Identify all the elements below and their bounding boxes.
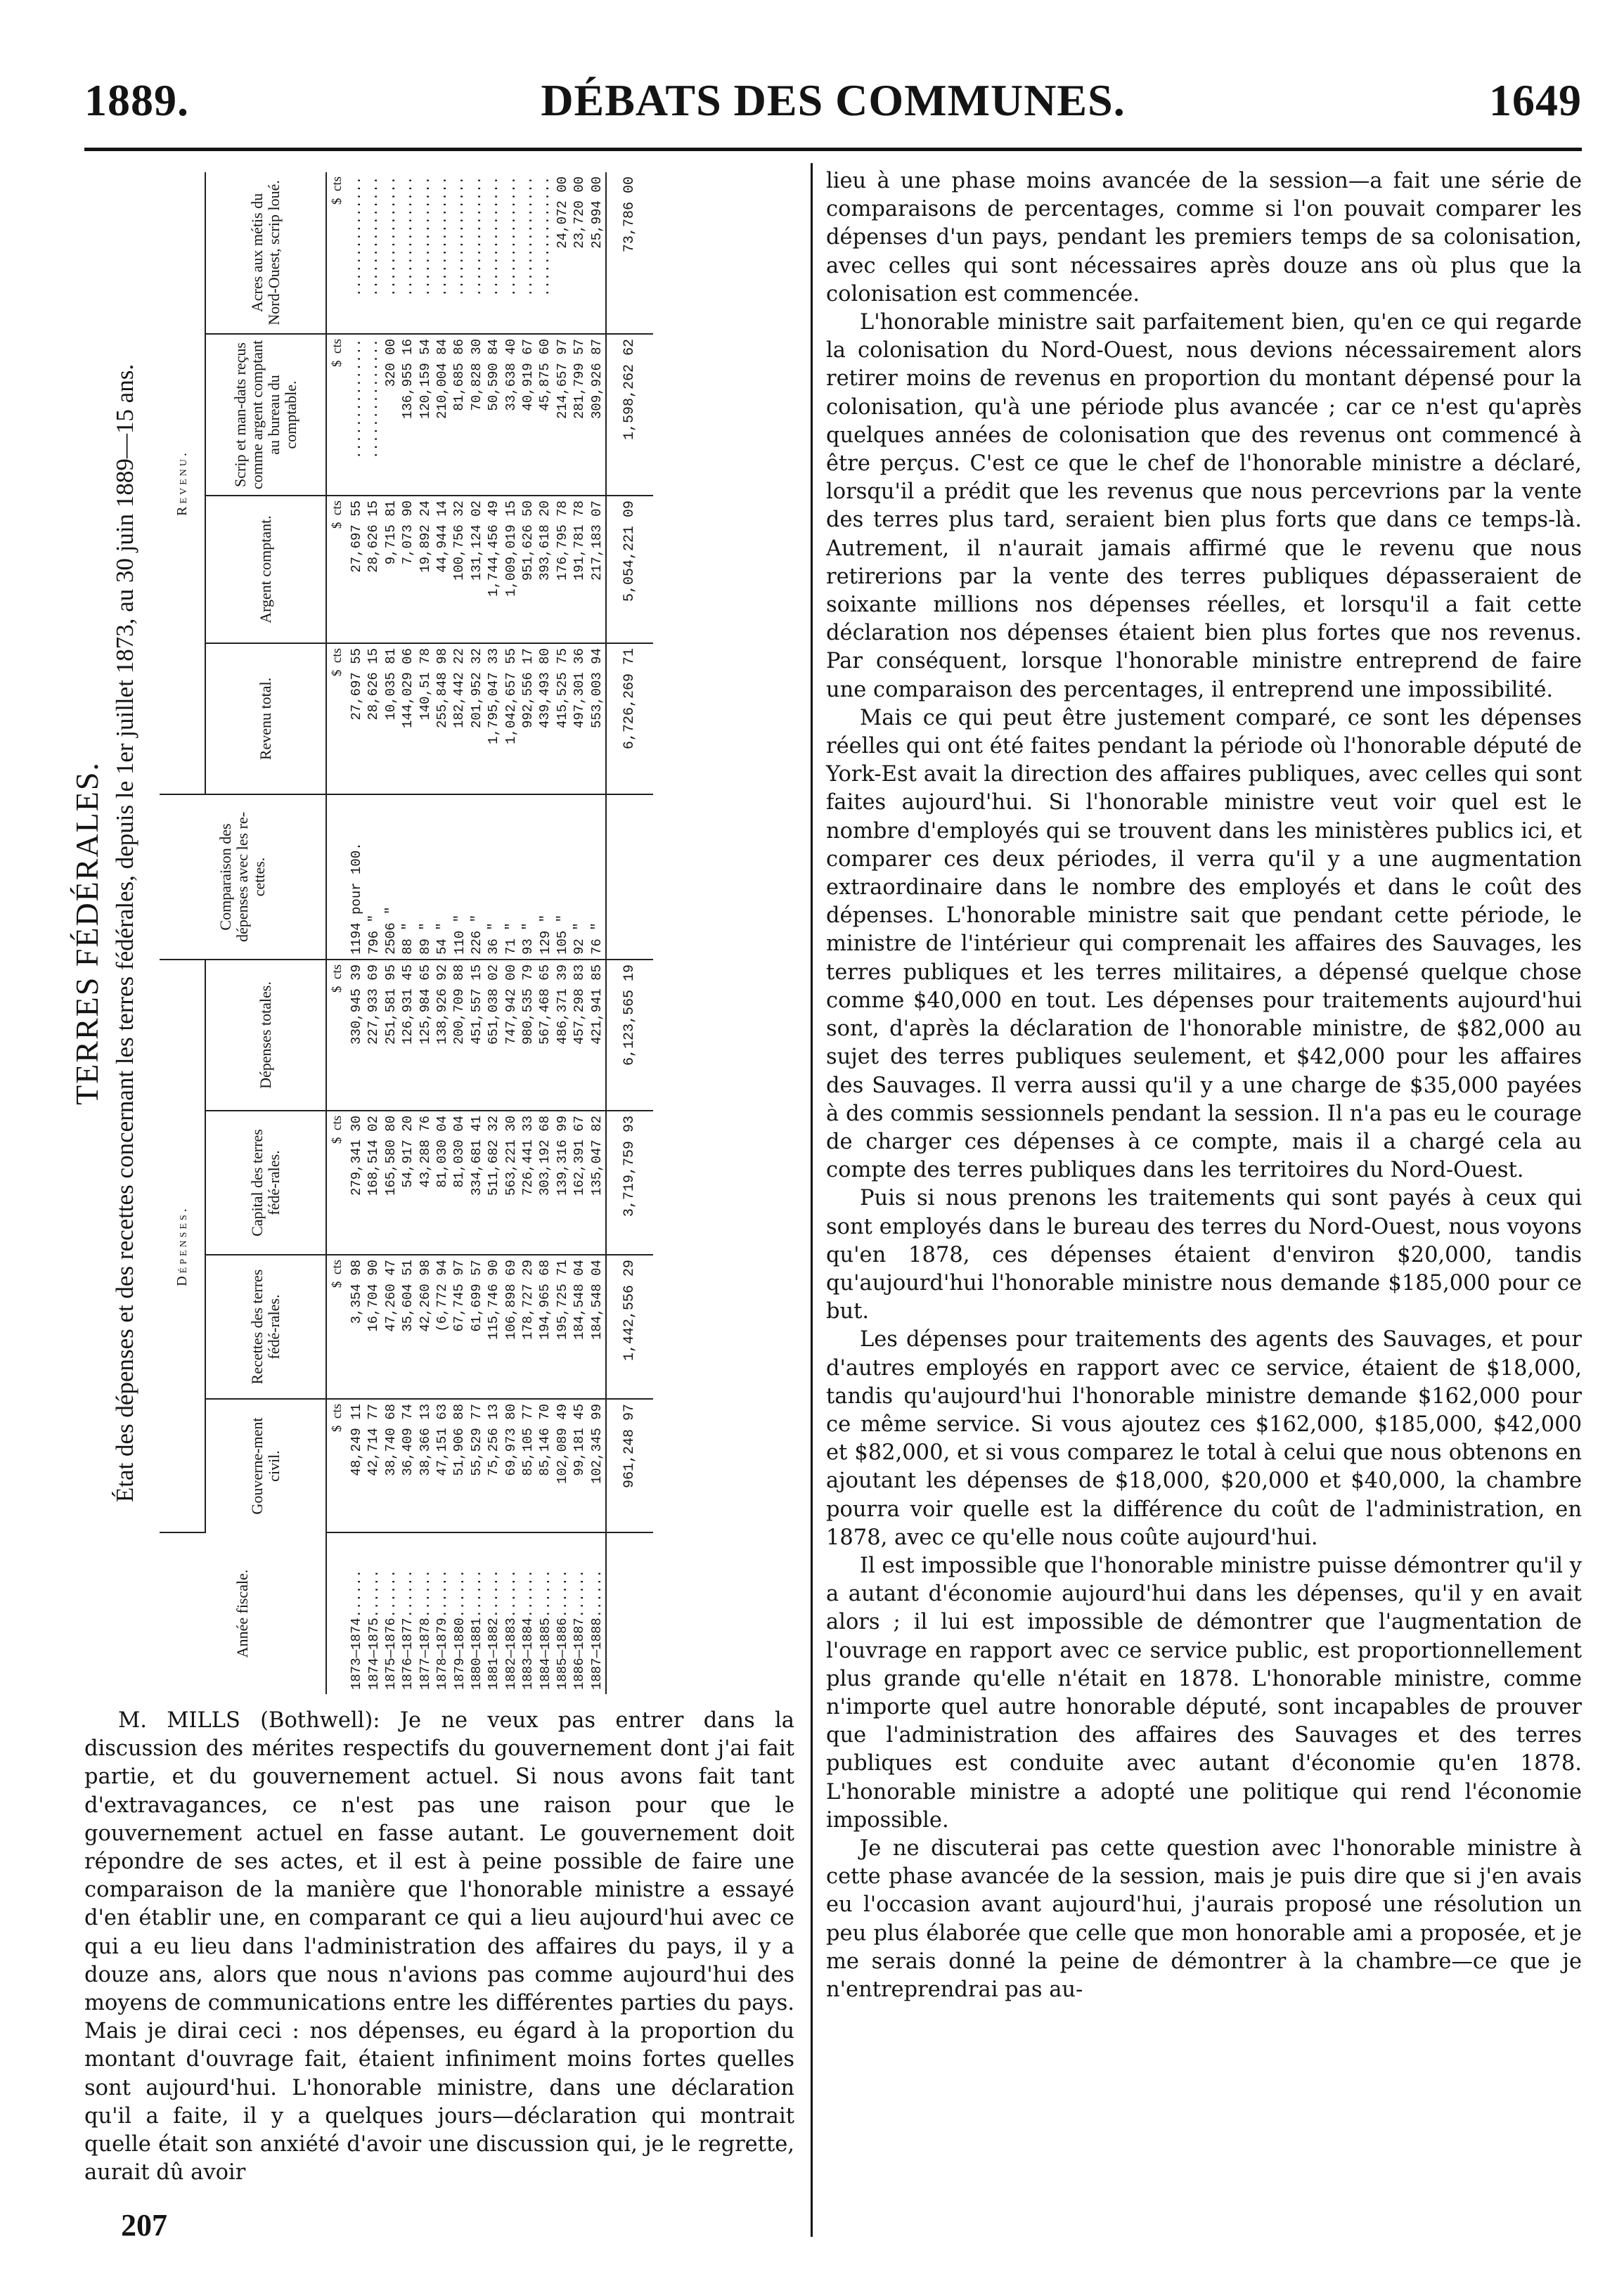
cell-scrip: 320 00 [382, 334, 399, 496]
cell-gouvernement: 75,256 13 [485, 1399, 502, 1532]
cell-comparaison: 89 " [417, 794, 434, 960]
cell-recettes: 184,548 04 [588, 1255, 606, 1399]
cell-capital: 334,681 41 [468, 1111, 485, 1255]
cell-acres: 23,720 00 [571, 172, 588, 334]
table-body [326, 172, 653, 1694]
cell-depenses: 567,468 65 [536, 960, 553, 1111]
cell-year: 1879—1880...... [451, 1569, 468, 1690]
cell-comparaison: 71 " [503, 794, 520, 960]
col-header-annee: Année fiscale. [160, 1532, 326, 1694]
cell-gouvernement: 42,714 77 [365, 1399, 382, 1532]
cell-year: 1883—1884...... [520, 1569, 536, 1690]
cell-revenu: 415,525 75 [554, 643, 571, 794]
cell-year: 1873—1874...... [349, 1569, 365, 1690]
cell-argent: 1,009,019 15 [503, 496, 520, 643]
cell-comparaison: 88 " [399, 794, 416, 960]
cell-acres: ............... [451, 172, 468, 334]
col-header-comparaison: Comparaison des dépenses avec les re-cettes. [160, 794, 326, 960]
cell-year: 1885—1886...... [555, 1569, 571, 1690]
total-recettes: 1,442,556 29 [606, 1255, 653, 1399]
cell-comparaison: 54 " [434, 794, 451, 960]
table-row [468, 172, 485, 1694]
paragraph: lieu à une phase moins avancée de la session—a fait une série de comparaisons de percentages, comme si l'on pouvait comparer les dépenses d'un pays, pendant les premiers temps de sa colonisation, avec celles qui sont nécessaires après douze ans où plus que la colonisation est commencée. [826, 169, 1582, 306]
cell-argent: 217,183 07 [588, 496, 606, 643]
cell-argent: 19,892 24 [417, 496, 434, 643]
cell-gouvernement: 47,151 63 [434, 1399, 451, 1532]
cell-revenu: 439,493 80 [536, 643, 553, 794]
cell-year: 1877—1878...... [417, 1569, 433, 1690]
units-cell: $ cts [326, 960, 348, 1111]
units-cell: $ cts [326, 1255, 348, 1399]
cell-argent: 100,756 32 [451, 496, 468, 643]
table-row [399, 172, 416, 1694]
cell-acres: ............... [520, 172, 536, 334]
cell-depenses: 421,941 85 [588, 960, 606, 1111]
cell-year: 1886—1887...... [572, 1569, 588, 1690]
column-divider [811, 163, 813, 2237]
total-capital: 3,719,759 93 [606, 1111, 653, 1255]
cell-year: 1884—1885...... [537, 1569, 553, 1690]
cell-comparaison: 36 " [485, 794, 502, 960]
cell-argent: 44,944 14 [434, 496, 451, 643]
totals-row [606, 172, 653, 1694]
table-subtitle: État des dépenses et des recettes concernant les terres fédérales, depuis le 1er juillet 1873, au 30 juin 1889—15 ans. [111, 363, 138, 1503]
cell-argent: 176,795 78 [554, 496, 571, 643]
cell-depenses: 330,945 39 [348, 960, 365, 1111]
cell-acres: 24,072 00 [554, 172, 571, 334]
rotated-table-region [67, 162, 794, 1705]
cell-recettes: 35,604 51 [399, 1255, 416, 1399]
table-row [417, 172, 434, 1694]
cell-scrip: 33,638 40 [503, 334, 520, 496]
cell-argent: 131,124 02 [468, 496, 485, 643]
cell-comparaison: 76 " [588, 794, 606, 960]
cell-depenses: 486,371 39 [554, 960, 571, 1111]
table-row [434, 172, 451, 1694]
paragraph: M. MILLS (Bothwell): Je ne veux pas entrer dans la discussion des mérites respectifs du gouvernement dont j'ai fait partie, et du gouvernement actuel. Si nous avons fait tant d'extravagances, ce n'est pas une raison pour que le gouvernement actuel en fasse autant. Le gouvernement doit répondre de ses actes, et il est à peine possible de faire une comparaison de la manière que l'honorable ministre a essayé d'en établir une, en comparant ce qui a lieu aujourd'hui avec ce qui a eu lieu dans l'administration des affaires du pays, il y a douze ans, alors que nous n'avions pas comme aujourd'hui des moyens de communications entre les différentes parties du pays. Mais je dirai ceci : nos dépenses, eu égard à la proportion du montant d'ouvrage fait, étaient infiniment moins fortes quelles sont aujourd'hui. L'honorable ministre, dans une déclaration qu'il a faite, il y a quelques jours—déclaration qui montrait quelle était son anxiété d'avoir une discussion qui, je le regrette, aurait dû avoir [84, 1708, 794, 2186]
cell-comparaison: 2506 " [382, 794, 399, 960]
cell-gouvernement: 36,409 74 [399, 1399, 416, 1532]
cell-scrip: 81,685 86 [451, 334, 468, 496]
cell-comparaison: 796 " [365, 794, 382, 960]
table-row [536, 172, 553, 1694]
cell-capital: 81,030 04 [434, 1111, 451, 1255]
cell-scrip: 136,955 16 [399, 334, 416, 496]
cell-depenses: 457,298 83 [571, 960, 588, 1111]
units-cell: $ cts [326, 172, 348, 334]
cell-acres: 25,994 00 [588, 172, 606, 334]
financial-table [160, 172, 653, 1694]
cell-recettes: 16,704 90 [365, 1255, 382, 1399]
cell-year: 1881—1882...... [486, 1569, 502, 1690]
cell-argent: 191,781 78 [571, 496, 588, 643]
cell-depenses: 251,581 95 [382, 960, 399, 1111]
cell-scrip: ............... [365, 334, 382, 496]
table-title: TERRES FÉDÉRALES. [69, 761, 105, 1105]
cell-revenu: 140,51 78 [417, 643, 434, 794]
cell-revenu: 201,952 32 [468, 643, 485, 794]
cell-scrip: 40,919 67 [520, 334, 536, 496]
cell-capital: 43,288 76 [417, 1111, 434, 1255]
cell-scrip: 120,159 54 [417, 334, 434, 496]
paragraph: Je ne discuterai pas cette question avec l'honorable ministre à cette phase avancée de la session, mais je puis dire que si j'en avais eu l'occasion avant aujourd'hui, j'aurais proposé une résolution un peu plus élaborée que celle que mon honorable ami a proposée, et je me serais donné la peine de démontrer à la chambre—ce que je n'entreprendrai pas au- [826, 1835, 1582, 2002]
paragraph: Puis si nous prenons les traitements qui sont payés à ceux qui sont employés dans le bureau des terres du Nord-Ouest, nous voyons qu'en 1878, ces dépenses étaient d'environ $20,000, tandis qu'aujourd'hui l'honorable ministre nous demande $185,000 pour ce but. [826, 1186, 1582, 1324]
cell-gouvernement: 102,345 99 [588, 1399, 606, 1532]
cell-comparaison: 226 " [468, 794, 485, 960]
cell-year: 1880—1881...... [469, 1569, 485, 1690]
units-cell: $ cts [326, 643, 348, 794]
cell-comparaison: 110 " [451, 794, 468, 960]
cell-capital: 81,030 04 [451, 1111, 468, 1255]
cell-recettes: 178,727 29 [520, 1255, 536, 1399]
left-column-text [84, 1707, 794, 2187]
cell-acres: ............... [468, 172, 485, 334]
group-header-depenses: Dépenses. [160, 960, 205, 1532]
table-row [451, 172, 468, 1694]
table-row [365, 172, 382, 1694]
cell-acres: ............... [417, 172, 434, 334]
cell-scrip: ............... [348, 334, 365, 496]
cell-gouvernement: 38,740 68 [382, 1399, 399, 1532]
cell-gouvernement: 51,906 88 [451, 1399, 468, 1532]
header-year: 1889. [84, 75, 189, 125]
cell-scrip: 70,828 30 [468, 334, 485, 496]
cell-year: 1875—1876...... [383, 1569, 399, 1690]
cell-acres: ............... [399, 172, 416, 334]
units-cell: $ cts [326, 496, 348, 643]
table-row [348, 172, 365, 1694]
cell-revenu: 28,626 15 [365, 643, 382, 794]
cell-gouvernement: 102,089 49 [554, 1399, 571, 1532]
cell-argent: 7,073 90 [399, 496, 416, 643]
total-argent: 5,054,221 09 [606, 496, 653, 643]
cell-capital: 168,514 02 [365, 1111, 382, 1255]
cell-recettes: 61,699 57 [468, 1255, 485, 1399]
table-row [571, 172, 588, 1694]
col-header-scrip: Scrip et man-dats reçus comme argent comptant au bureau du comptable. [205, 334, 326, 496]
total-gouvernement: 961,248 97 [606, 1399, 653, 1532]
cell-gouvernement: 38,366 13 [417, 1399, 434, 1532]
cell-argent: 9,715 81 [382, 496, 399, 643]
cell-year: 1882—1883...... [503, 1569, 519, 1690]
paragraph: Mais ce qui peut être justement comparé, ce sont les dépenses réelles qui ont été faites pendant la période où l'honorable député de York-Est avait la direction des affaires publiques, avec celles qui sont faites aujourd'hui. Si l'honorable ministre veut voir quel est le nombre d'employés qui se trouvent dans les ministères publics ici, et comparer ces deux périodes, il verra qu'il y a une augmentation extraordinaire dans le nombre des employés et dans le coût des dépenses. L'honorable ministre sait que pendant cette période, le ministre de l'intérieur qui comprenait les affaires des Sauvages, les terres publiques et les terres militaires, a dépensé quelque chose comme $40,000 en tout. Les dépenses pour traitements aujourd'hui sont, d'après la déclaration de l'honorable ministre, de $82,000 au sujet des terres publiques seulement, et $42,000 pour les affaires des Sauvages. Il verra aussi qu'il y a une charge de $35,000 payées à des commis sessionnels pendant la session. Il n'a pas eu le courage de charger ces dépenses à ce compte, mais il a chargé cela au compte des terres publiques dans les territoires du Nord-Ouest. [826, 705, 1582, 1183]
cell-revenu: 10,035 81 [382, 643, 399, 794]
cell-depenses: 138,926 92 [434, 960, 451, 1111]
cell-capital: 726,441 33 [520, 1111, 536, 1255]
table-row [520, 172, 536, 1694]
paragraph: Les dépenses pour traitements des agents des Sauvages, et pour d'autres employés en rapport avec ce service, étaient de $18,000, tandis qu'aujourd'hui l'honorable ministre demande $162,000 pour ce même service. Si vous ajoutez ces $162,000, $185,000, $42,000 et $82,000, et si vous comparez le total à celui que nous obtenons en ajoutant les dépenses de $18,000, $20,000 et $40,000, la chambre pourra voir quelle est la différence du coût de l'administration, en 1878, avec ce qu'elle nous coûte aujourd'hui. [826, 1327, 1582, 1550]
col-header-capital: Capital des terres fédé-rales. [205, 1111, 326, 1255]
table-row [588, 172, 606, 1694]
cell-year: 1878—1879...... [434, 1569, 451, 1690]
cell-acres: ............... [365, 172, 382, 334]
cell-recettes: 115,746 90 [485, 1255, 502, 1399]
cell-comparaison: 129 " [536, 794, 553, 960]
cell-revenu: 27,697 55 [348, 643, 365, 794]
cell-capital: 165,580 80 [382, 1111, 399, 1255]
page-header [84, 69, 1582, 132]
units-cell: $ cts [326, 334, 348, 496]
totals-label-empty [606, 1532, 653, 1694]
cell-argent: 951,626 50 [520, 496, 536, 643]
cell-revenu: 1,795,047 33 [485, 643, 502, 794]
cell-capital: 162,391 67 [571, 1111, 588, 1255]
units-cell: $ cts [326, 1111, 348, 1255]
cell-recettes: 67,745 97 [451, 1255, 468, 1399]
col-header-acres: Acres aux métis du Nord-Ouest, scrip loué. [205, 172, 326, 334]
cell-acres: ............... [382, 172, 399, 334]
cell-gouvernement: 55,529 77 [468, 1399, 485, 1532]
cell-recettes: 106,898 69 [503, 1255, 520, 1399]
cell-gouvernement: 48,249 11 [348, 1399, 365, 1532]
cell-capital: 135,047 82 [588, 1111, 606, 1255]
folio-number: 207 [121, 2208, 167, 2242]
cell-depenses: 747,942 00 [503, 960, 520, 1111]
cell-argent: 27,697 55 [348, 496, 365, 643]
cell-capital: 54,917 20 [399, 1111, 416, 1255]
cell-recettes: (6,772 94 [434, 1255, 451, 1399]
cell-gouvernement: 69,973 80 [503, 1399, 520, 1532]
cell-scrip: 45,875 60 [536, 334, 553, 496]
units-row [326, 172, 348, 1694]
header-rule [84, 148, 1582, 151]
cell-revenu: 553,003 94 [588, 643, 606, 794]
cell-acres: ............... [485, 172, 502, 334]
cell-depenses: 651,038 02 [485, 960, 502, 1111]
cell-recettes: 195,725 71 [554, 1255, 571, 1399]
cell-recettes: 42,260 98 [417, 1255, 434, 1399]
cell-depenses: 227,933 69 [365, 960, 382, 1111]
units-cell [326, 1532, 348, 1694]
cell-scrip: 214,657 97 [554, 334, 571, 496]
cell-comparaison: 1194 pour 100. [348, 794, 365, 960]
cell-capital: 279,341 30 [348, 1111, 365, 1255]
rotated-table [67, 162, 794, 1705]
header-title: DÉBATS DES COMMUNES. [541, 75, 1126, 125]
cell-scrip: 210,004 84 [434, 334, 451, 496]
cell-acres: ............... [503, 172, 520, 334]
cell-recettes: 194,965 68 [536, 1255, 553, 1399]
cell-revenu: 182,442 22 [451, 643, 468, 794]
cell-capital: 511,682 32 [485, 1111, 502, 1255]
cell-gouvernement: 85,146 70 [536, 1399, 553, 1532]
cell-gouvernement: 99,181 45 [571, 1399, 588, 1532]
cell-depenses: 126,931 45 [399, 960, 416, 1111]
total-scrip: 1,598,262 62 [606, 334, 653, 496]
cell-revenu: 497,301 36 [571, 643, 588, 794]
col-header-gouvernement: Gouverne-ment civil. [205, 1399, 326, 1532]
table-row [382, 172, 399, 1694]
cell-comparaison: 105 " [554, 794, 571, 960]
cell-year: 1887—1888...... [588, 1569, 605, 1690]
col-header-argent: Argent comptant. [205, 496, 326, 643]
units-cell: $ cts [326, 1399, 348, 1532]
table-caption [67, 162, 151, 1705]
cell-scrip: 50,590 84 [485, 334, 502, 496]
total-comparaison-empty [606, 794, 653, 960]
cell-scrip: 309,926 87 [588, 334, 606, 496]
cell-recettes: 3,354 98 [348, 1255, 365, 1399]
total-acres: 73,786 00 [606, 172, 653, 334]
cell-argent: 1,744,456 49 [485, 496, 502, 643]
table-row [503, 172, 520, 1694]
cell-depenses: 980,535 79 [520, 960, 536, 1111]
cell-acres: ............... [348, 172, 365, 334]
cell-argent: 28,626 15 [365, 496, 382, 643]
units-cell [326, 794, 348, 960]
cell-argent: 393,618 20 [536, 496, 553, 643]
header-page-number: 1649 [1489, 75, 1582, 125]
cell-depenses: 451,557 15 [468, 960, 485, 1111]
cell-acres: ............... [434, 172, 451, 334]
cell-revenu: 255,848 98 [434, 643, 451, 794]
cell-revenu: 144,029 06 [399, 643, 416, 794]
total-revenu: 6,726,269 71 [606, 643, 653, 794]
cell-year: 1876—1877...... [400, 1569, 416, 1690]
cell-depenses: 125,984 65 [417, 960, 434, 1111]
group-header-revenu: Revenu. [160, 172, 205, 794]
table-row [554, 172, 571, 1694]
col-header-recettes: Recettes des terres fédé-rales. [205, 1255, 326, 1399]
cell-acres: ............... [536, 172, 553, 334]
cell-comparaison: 92 " [571, 794, 588, 960]
cell-recettes: 184,548 04 [571, 1255, 588, 1399]
cell-gouvernement: 85,105 77 [520, 1399, 536, 1532]
cell-comparaison: 93 " [520, 794, 536, 960]
total-depenses: 6,123,565 19 [606, 960, 653, 1111]
cell-revenu: 1,042,657 55 [503, 643, 520, 794]
paragraph: L'honorable ministre sait parfaitement bien, qu'en ce qui regarde la colonisation du Nord-Ouest, nous devions nécessairement alors retirer moins de revenus en proportion du montant dépensé pour la colonisation, qu'à une période plus avancée ; car ce n'est qu'après quelques années de colonisation que des revenus ont commencé à être perçus. C'est ce que le chef de l'honorable ministre a déclaré, lorsqu'il a prédit que les revenus que nous percevrions par la vente des terres plus tard, seraient bien plus forts que dans ce temps-là. Autrement, il n'aurait jamais affirmé que le revenu que nous retirerions par la vente des terres publiques dépasseraient de soixante millions nos dépenses réelles, et lorsqu'il a fait cette déclaration nos dépenses étaient bien plus fortes que nos revenus. Par conséquent, lorsque l'honorable ministre entreprend de faire une comparaison des percentages, il entreprend une impossibilité. [826, 310, 1582, 702]
cell-capital: 303,192 68 [536, 1111, 553, 1255]
cell-capital: 139,316 99 [554, 1111, 571, 1255]
cell-capital: 563,221 30 [503, 1111, 520, 1255]
cell-revenu: 992,556 17 [520, 643, 536, 794]
cell-recettes: 47,260 47 [382, 1255, 399, 1399]
cell-depenses: 200,709 88 [451, 960, 468, 1111]
cell-year: 1874—1875...... [366, 1569, 382, 1690]
col-header-revenu-total: Revenu total. [205, 643, 326, 794]
paragraph: Il est impossible que l'honorable ministre puisse démontrer qu'il y a autant d'économie aujourd'hui dans les dépenses, qu'il y en avait alors ; il lui est impossible de démontrer que l'augmentation de l'ouvrage en rapport avec ce service public, est proportionnellement plus grande qu'elle n'était en 1878. L'honorable ministre, comme n'importe quel autre honorable député, sont incapables de prouver que l'administration des affaires des Sauvages et des terres publiques est conduite avec autant d'économie qu'en 1878. L'honorable ministre a adopté une politique qui rend l'économie impossible. [826, 1553, 1582, 1833]
right-column-text [826, 167, 1582, 2004]
table-row [485, 172, 502, 1694]
col-header-depenses-totales: Dépenses totales. [205, 960, 326, 1111]
cell-scrip: 281,799 57 [571, 334, 588, 496]
